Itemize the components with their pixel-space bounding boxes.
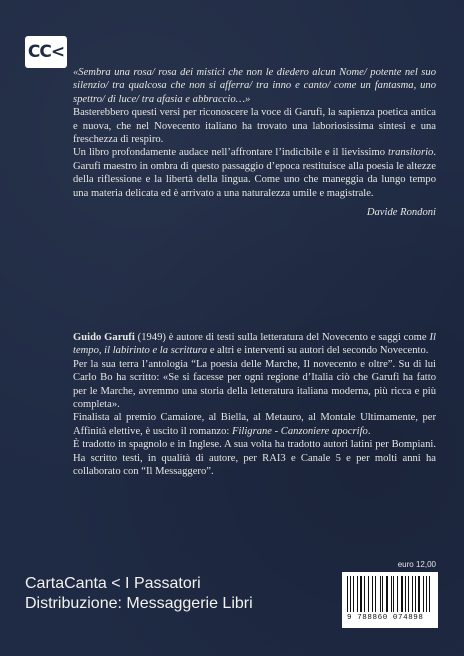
- book-title: Il tempo, il labirinto e la scrittura: [73, 332, 436, 357]
- barcode-bar: [410, 576, 411, 612]
- publisher-name: CartaCanta < I Passatori: [25, 575, 201, 592]
- barcode-bar: [375, 576, 376, 612]
- cartacanta-logo: CC<: [25, 36, 67, 68]
- barcode-bar: [382, 576, 383, 612]
- barcode-bar: [364, 576, 365, 612]
- barcode-bar: [392, 576, 393, 612]
- barcode-bar: [424, 576, 425, 612]
- review-signature: Davide Rondoni: [366, 207, 436, 219]
- barcode-bar: [348, 576, 349, 612]
- barcode-bar: [350, 576, 351, 612]
- barcode-bar: [403, 576, 404, 612]
- bio-text: .: [367, 425, 371, 437]
- barcode-bar: [381, 576, 382, 612]
- barcode-bar: [418, 576, 420, 612]
- barcode-bar: [359, 576, 360, 612]
- barcode-bar: [389, 576, 390, 612]
- bio-text: (1949) è autore di testi sulla letteratura del Novecento e saggi come: [134, 332, 430, 343]
- barcode-bar: [421, 576, 422, 612]
- barcode-bar: [393, 576, 394, 612]
- barcode-bar: [415, 576, 416, 612]
- barcode-bars: [347, 576, 433, 612]
- barcode-bar: [386, 576, 388, 612]
- barcode-bar: [377, 576, 378, 612]
- barcode-bar: [355, 576, 356, 612]
- barcode-bar: [369, 576, 371, 612]
- barcode-bar: [398, 576, 400, 612]
- bio-text: e altri e interventi su autori del secondo Novecento.: [207, 345, 429, 357]
- barcode-bar: [397, 576, 398, 612]
- review-italic-word: transitorio: [388, 147, 434, 159]
- distributor-name: Distribuzione: Messaggerie Libri: [25, 595, 253, 612]
- barcode-bar: [405, 576, 406, 612]
- review-paragraph-1: Basterebbero questi versi per riconoscere la voce di Garufi, la sapienza poetica antica e nuova, che nel Novecento italiano ha trovato una laboriosissima sintesi e una freschezza di respiro.: [73, 107, 436, 146]
- poem-quote: «Sembra una rosa/ rosa dei mistici che non le diedero alcun Nome/ potente nel suo silenzio/ tra qualcosa che non si afferra/ tra inno e canto/ come un fantasma, uno spettro/ di luce/ tra afasia e abbraccio…»: [73, 67, 436, 105]
- barcode-bar: [430, 576, 431, 612]
- barcode-bar: [426, 576, 427, 612]
- barcode-bar: [408, 576, 409, 612]
- publisher-info: [25, 574, 325, 614]
- barcode-bar: [413, 576, 414, 612]
- price-label: euro 12,00: [397, 560, 436, 569]
- bio-paragraph-3: [73, 411, 436, 438]
- barcode-bar: [429, 576, 430, 612]
- bio-paragraph-2: Per la sua terra l’antologia “La poesia delle Marche, Il novecento e oltre”. Su di lui Carlo Bo ha scritto: «Se si facesse per ogni regione d’Italia ciò che Garufi ha fatto per le Marche, avremmo una storia della letteratura italiana moderna, più ricca e più completa».: [73, 358, 436, 411]
- isbn-number: 9 788860 074898: [347, 614, 424, 622]
- isbn-barcode: [342, 572, 438, 628]
- barcode-bar: [372, 576, 373, 612]
- bio-paragraph-1: [73, 331, 436, 358]
- barcode-bar: [353, 576, 354, 612]
- bio-paragraph-4: È tradotto in spagnolo e in Inglese. A sua volta ha tradotto autori latini per Bompiani. Ha scritto testi, in qualità di autore, per RAI3 e Canale 5 e per molti anni ha collaborato con “Il Messaggero”.: [73, 439, 436, 478]
- barcode-bar: [360, 576, 361, 612]
- bio-text: Finalista al premio Camaiore, al Biella, al Metauro, al Montale Ultimamente, per Affinità elettive, è uscito il romanzo:: [73, 412, 436, 437]
- novel-title: Filigrane - Canzoniere apocrifo: [231, 425, 368, 437]
- review-text-end: . Garufi maestro in ombra di questo passaggio d’epoca restituisce alla poesia le altezze della riflessione e la libertà della lingua. Come uno che maneggia da lungo tempo una materia delicata ed è arrivato a una naturalezza umile e magistrale.: [73, 147, 436, 199]
- review-paragraph-2: [73, 146, 436, 200]
- barcode-bar: [366, 576, 367, 612]
- review-text: Un libro profondamente audace nell’affrontare l’indicibile e il lievissimo: [73, 147, 388, 159]
- author-bio-section: [73, 331, 436, 478]
- author-name: Guido Garufi: [73, 332, 135, 343]
- review-section: [73, 66, 436, 219]
